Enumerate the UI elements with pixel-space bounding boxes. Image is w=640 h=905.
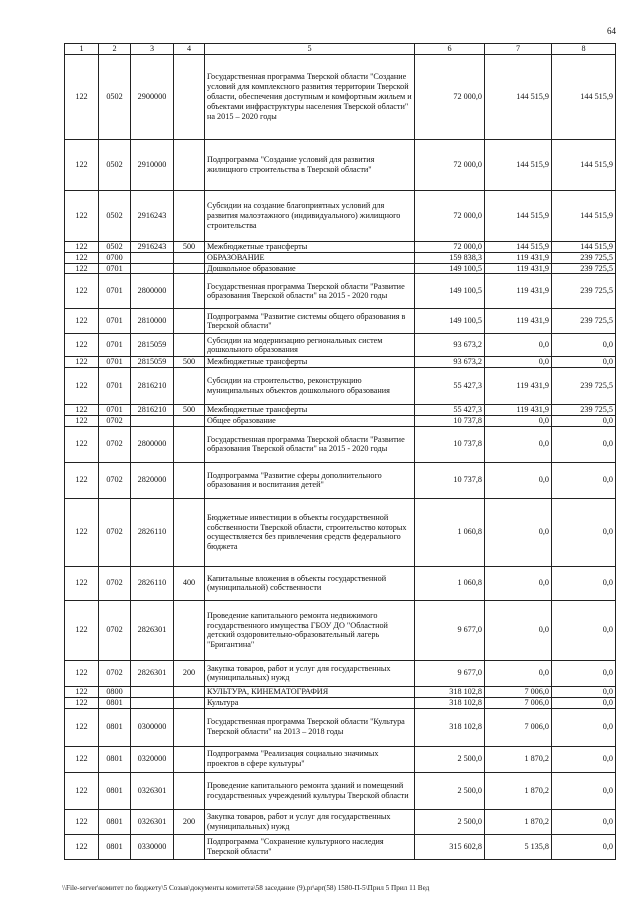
cell-amount-1: 9 677,0 <box>415 600 485 660</box>
table-row <box>65 334 616 357</box>
cell-amount-2: 0,0 <box>485 416 552 427</box>
table-row <box>65 834 616 859</box>
cell-target-code: 0320000 <box>131 746 174 772</box>
table-body <box>65 54 616 859</box>
cell-section-code: 0502 <box>99 54 131 139</box>
cell-description: Подпрограмма "Развитие сферы дополнительного образования и воспитания детей" <box>205 462 415 498</box>
cell-target-code: 0330000 <box>131 834 174 859</box>
table-row <box>65 426 616 462</box>
cell-description: Государственная программа Тверской области "Развитие образования Тверской области" на 2015 - 2020 годы <box>205 274 415 309</box>
cell-amount-1: 318 102,8 <box>415 708 485 746</box>
cell-amount-3: 239 725,5 <box>552 405 616 416</box>
cell-amount-1: 55 427,3 <box>415 405 485 416</box>
cell-expense-type <box>174 462 205 498</box>
cell-expense-type <box>174 416 205 427</box>
cell-admin-code: 122 <box>65 54 99 139</box>
cell-expense-type <box>174 708 205 746</box>
table-row <box>65 368 616 405</box>
table-row <box>65 357 616 368</box>
cell-amount-2: 0,0 <box>485 498 552 566</box>
cell-amount-3: 0,0 <box>552 772 616 809</box>
cell-section-code: 0801 <box>99 708 131 746</box>
cell-expense-type <box>174 697 205 708</box>
cell-amount-3: 0,0 <box>552 746 616 772</box>
cell-amount-3: 239 725,5 <box>552 252 616 263</box>
cell-target-code: 2816210 <box>131 368 174 405</box>
table-row <box>65 416 616 427</box>
cell-amount-1: 159 838,3 <box>415 252 485 263</box>
header-row <box>65 44 616 55</box>
cell-description: Общее образование <box>205 416 415 427</box>
cell-amount-2: 119 431,9 <box>485 274 552 309</box>
cell-section-code: 0701 <box>99 309 131 334</box>
cell-admin-code: 122 <box>65 274 99 309</box>
cell-admin-code: 122 <box>65 405 99 416</box>
cell-admin-code: 122 <box>65 357 99 368</box>
table-row <box>65 746 616 772</box>
cell-section-code: 0702 <box>99 462 131 498</box>
cell-expense-type <box>174 426 205 462</box>
cell-description: ОБРАЗОВАНИЕ <box>205 252 415 263</box>
cell-section-code: 0801 <box>99 834 131 859</box>
cell-expense-type <box>174 263 205 274</box>
cell-target-code <box>131 697 174 708</box>
cell-amount-3: 0,0 <box>552 416 616 427</box>
file-path-footer: \\File-server\комитет по бюджету\5 Созыв\документы комитета\58 заседание (9).pr\apr(58) 1580-П-5\Прил 5 Прил 11 Вед <box>62 884 430 892</box>
cell-section-code: 0701 <box>99 405 131 416</box>
cell-description: Государственная программа Тверской области "Культура Тверской области" на 2013 – 2018 годы <box>205 708 415 746</box>
cell-admin-code: 122 <box>65 241 99 252</box>
cell-target-code: 2916243 <box>131 241 174 252</box>
cell-amount-1: 93 673,2 <box>415 334 485 357</box>
cell-section-code: 0702 <box>99 498 131 566</box>
table-row <box>65 462 616 498</box>
cell-admin-code: 122 <box>65 190 99 241</box>
cell-admin-code: 122 <box>65 263 99 274</box>
cell-description: Бюджетные инвестиции в объекты государственной собственности Тверской области, строительство которых осуществляется без привлечения средств федерального бюджета <box>205 498 415 566</box>
table-row <box>65 498 616 566</box>
cell-amount-1: 10 737,8 <box>415 426 485 462</box>
cell-description: Проведение капитального ремонта недвижимого государственного имущества ГБОУ ДО "Областной детский оздоровительно-образовательный лагерь "Бригантина" <box>205 600 415 660</box>
table-row <box>65 405 616 416</box>
cell-description: Закупка товаров, работ и услуг для государственных (муниципальных) нужд <box>205 809 415 834</box>
cell-amount-2: 7 006,0 <box>485 708 552 746</box>
cell-description: Проведение капитального ремонта зданий и помещений государственных учреждений культуры Тверской области <box>205 772 415 809</box>
cell-target-code: 2810000 <box>131 309 174 334</box>
cell-amount-2: 0,0 <box>485 334 552 357</box>
cell-section-code: 0700 <box>99 252 131 263</box>
cell-section-code: 0702 <box>99 600 131 660</box>
table-row <box>65 190 616 241</box>
cell-expense-type <box>174 368 205 405</box>
cell-expense-type <box>174 686 205 697</box>
cell-target-code: 2815059 <box>131 357 174 368</box>
cell-amount-3: 0,0 <box>552 600 616 660</box>
cell-amount-3: 239 725,5 <box>552 309 616 334</box>
cell-target-code: 2816210 <box>131 405 174 416</box>
cell-description: Субсидии на создание благоприятных условий для развития малоэтажного (индивидуального) жилищного строительства <box>205 190 415 241</box>
cell-amount-3: 0,0 <box>552 566 616 600</box>
cell-amount-2: 1 870,2 <box>485 746 552 772</box>
cell-description: Субсидии на модернизацию региональных систем дошкольного образования <box>205 334 415 357</box>
cell-section-code: 0702 <box>99 426 131 462</box>
cell-target-code: 2916243 <box>131 190 174 241</box>
cell-target-code: 2826301 <box>131 660 174 686</box>
cell-section-code: 0502 <box>99 241 131 252</box>
cell-amount-2: 0,0 <box>485 660 552 686</box>
cell-amount-2: 144 515,9 <box>485 139 552 190</box>
cell-admin-code: 122 <box>65 309 99 334</box>
cell-admin-code: 122 <box>65 498 99 566</box>
column-header-3: 3 <box>131 44 174 55</box>
cell-amount-3: 0,0 <box>552 462 616 498</box>
cell-admin-code: 122 <box>65 139 99 190</box>
cell-expense-type <box>174 252 205 263</box>
cell-expense-type <box>174 54 205 139</box>
cell-expense-type: 500 <box>174 241 205 252</box>
cell-expense-type: 500 <box>174 405 205 416</box>
cell-amount-1: 2 500,0 <box>415 746 485 772</box>
cell-amount-1: 72 000,0 <box>415 190 485 241</box>
cell-amount-3: 144 515,9 <box>552 190 616 241</box>
cell-admin-code: 122 <box>65 686 99 697</box>
cell-amount-2: 0,0 <box>485 357 552 368</box>
cell-section-code: 0701 <box>99 263 131 274</box>
cell-amount-3: 0,0 <box>552 686 616 697</box>
cell-target-code <box>131 263 174 274</box>
cell-amount-2: 0,0 <box>485 426 552 462</box>
budget-table-container <box>64 43 615 860</box>
cell-amount-3: 144 515,9 <box>552 139 616 190</box>
cell-target-code <box>131 686 174 697</box>
table-row <box>65 600 616 660</box>
cell-target-code: 2826301 <box>131 600 174 660</box>
cell-amount-1: 9 677,0 <box>415 660 485 686</box>
cell-target-code: 2815059 <box>131 334 174 357</box>
cell-section-code: 0502 <box>99 190 131 241</box>
cell-admin-code: 122 <box>65 697 99 708</box>
column-header-8: 8 <box>552 44 616 55</box>
cell-amount-3: 239 725,5 <box>552 368 616 405</box>
cell-section-code: 0800 <box>99 686 131 697</box>
budget-table <box>64 43 616 860</box>
cell-amount-1: 149 100,5 <box>415 274 485 309</box>
cell-expense-type <box>174 834 205 859</box>
cell-section-code: 0801 <box>99 697 131 708</box>
cell-amount-1: 72 000,0 <box>415 54 485 139</box>
cell-target-code: 0326301 <box>131 809 174 834</box>
cell-expense-type <box>174 334 205 357</box>
cell-description: Подпрограмма "Реализация социально значимых проектов в сфере культуры" <box>205 746 415 772</box>
table-row <box>65 139 616 190</box>
cell-expense-type: 200 <box>174 660 205 686</box>
column-header-2: 2 <box>99 44 131 55</box>
cell-amount-1: 1 060,8 <box>415 498 485 566</box>
cell-amount-1: 2 500,0 <box>415 772 485 809</box>
cell-admin-code: 122 <box>65 772 99 809</box>
cell-expense-type <box>174 498 205 566</box>
cell-amount-2: 7 006,0 <box>485 686 552 697</box>
cell-section-code: 0502 <box>99 139 131 190</box>
cell-amount-3: 144 515,9 <box>552 54 616 139</box>
cell-section-code: 0701 <box>99 274 131 309</box>
cell-section-code: 0701 <box>99 368 131 405</box>
cell-description: Государственная программа Тверской области "Создание условий для комплексного развития территории Тверской области, обеспечения доступным и комфортным жильем и объектами инфраструктуры населения Тверской области" на 2015 – 2020 годы <box>205 54 415 139</box>
cell-target-code <box>131 416 174 427</box>
cell-description: Межбюджетные трансферты <box>205 241 415 252</box>
cell-admin-code: 122 <box>65 566 99 600</box>
cell-section-code: 0701 <box>99 357 131 368</box>
table-row <box>65 241 616 252</box>
cell-amount-3: 0,0 <box>552 697 616 708</box>
cell-section-code: 0801 <box>99 746 131 772</box>
cell-amount-1: 1 060,8 <box>415 566 485 600</box>
cell-expense-type <box>174 600 205 660</box>
column-header-7: 7 <box>485 44 552 55</box>
cell-amount-3: 239 725,5 <box>552 263 616 274</box>
cell-section-code: 0801 <box>99 772 131 809</box>
cell-amount-1: 10 737,8 <box>415 416 485 427</box>
cell-amount-1: 318 102,8 <box>415 697 485 708</box>
cell-section-code: 0701 <box>99 334 131 357</box>
cell-amount-2: 1 870,2 <box>485 772 552 809</box>
cell-target-code: 2800000 <box>131 426 174 462</box>
cell-amount-1: 55 427,3 <box>415 368 485 405</box>
table-row <box>65 697 616 708</box>
table-row <box>65 708 616 746</box>
cell-amount-2: 119 431,9 <box>485 405 552 416</box>
cell-admin-code: 122 <box>65 600 99 660</box>
column-header-6: 6 <box>415 44 485 55</box>
cell-admin-code: 122 <box>65 809 99 834</box>
cell-expense-type <box>174 139 205 190</box>
cell-amount-1: 2 500,0 <box>415 809 485 834</box>
cell-expense-type: 400 <box>174 566 205 600</box>
column-header-1: 1 <box>65 44 99 55</box>
cell-amount-3: 0,0 <box>552 834 616 859</box>
cell-amount-2: 0,0 <box>485 566 552 600</box>
cell-expense-type: 500 <box>174 357 205 368</box>
cell-amount-2: 119 431,9 <box>485 252 552 263</box>
cell-target-code: 0326301 <box>131 772 174 809</box>
cell-target-code: 2826110 <box>131 566 174 600</box>
cell-admin-code: 122 <box>65 416 99 427</box>
cell-amount-3: 0,0 <box>552 708 616 746</box>
cell-amount-1: 72 000,0 <box>415 139 485 190</box>
cell-description: Государственная программа Тверской области "Развитие образования Тверской области" на 2015 - 2020 годы <box>205 426 415 462</box>
cell-description: Капитальные вложения в объекты государственной (муниципальной) собственности <box>205 566 415 600</box>
table-row <box>65 252 616 263</box>
cell-section-code: 0801 <box>99 809 131 834</box>
table-row <box>65 566 616 600</box>
cell-description: Субсидии на строительство, реконструкцию муниципальных объектов дошкольного образования <box>205 368 415 405</box>
cell-amount-3: 144 515,9 <box>552 241 616 252</box>
cell-description: КУЛЬТУРА, КИНЕМАТОГРАФИЯ <box>205 686 415 697</box>
cell-admin-code: 122 <box>65 426 99 462</box>
cell-amount-3: 0,0 <box>552 498 616 566</box>
table-row <box>65 772 616 809</box>
cell-description: Культура <box>205 697 415 708</box>
table-row <box>65 809 616 834</box>
column-header-4: 4 <box>174 44 205 55</box>
cell-amount-3: 0,0 <box>552 809 616 834</box>
cell-section-code: 0702 <box>99 660 131 686</box>
cell-admin-code: 122 <box>65 746 99 772</box>
cell-amount-1: 318 102,8 <box>415 686 485 697</box>
cell-description: Дошкольное образование <box>205 263 415 274</box>
cell-admin-code: 122 <box>65 708 99 746</box>
cell-target-code: 2826110 <box>131 498 174 566</box>
cell-admin-code: 122 <box>65 334 99 357</box>
cell-amount-2: 119 431,9 <box>485 309 552 334</box>
cell-description: Подпрограмма "Создание условий для развития жилищного строительства в Тверской области" <box>205 139 415 190</box>
cell-section-code: 0702 <box>99 566 131 600</box>
cell-amount-1: 93 673,2 <box>415 357 485 368</box>
table-row <box>65 54 616 139</box>
cell-expense-type <box>174 746 205 772</box>
column-header-5: 5 <box>205 44 415 55</box>
table-row <box>65 263 616 274</box>
table-row <box>65 309 616 334</box>
cell-target-code: 0300000 <box>131 708 174 746</box>
cell-admin-code: 122 <box>65 462 99 498</box>
cell-description: Подпрограмма "Развитие системы общего образования в Тверской области" <box>205 309 415 334</box>
cell-expense-type <box>174 190 205 241</box>
table-row <box>65 274 616 309</box>
cell-amount-2: 144 515,9 <box>485 54 552 139</box>
cell-amount-2: 119 431,9 <box>485 263 552 274</box>
cell-expense-type <box>174 772 205 809</box>
table-row <box>65 660 616 686</box>
cell-amount-3: 0,0 <box>552 334 616 357</box>
cell-admin-code: 122 <box>65 252 99 263</box>
cell-amount-3: 0,0 <box>552 426 616 462</box>
cell-section-code: 0702 <box>99 416 131 427</box>
cell-description: Подпрограмма "Сохранение культурного наследия Тверской области" <box>205 834 415 859</box>
cell-expense-type <box>174 309 205 334</box>
cell-target-code: 2910000 <box>131 139 174 190</box>
cell-description: Межбюджетные трансферты <box>205 405 415 416</box>
cell-amount-2: 144 515,9 <box>485 190 552 241</box>
cell-amount-2: 144 515,9 <box>485 241 552 252</box>
cell-amount-2: 1 870,2 <box>485 809 552 834</box>
cell-target-code: 2800000 <box>131 274 174 309</box>
cell-target-code <box>131 252 174 263</box>
cell-admin-code: 122 <box>65 834 99 859</box>
cell-amount-1: 149 100,5 <box>415 263 485 274</box>
cell-expense-type <box>174 274 205 309</box>
cell-amount-2: 119 431,9 <box>485 368 552 405</box>
cell-target-code: 2820000 <box>131 462 174 498</box>
cell-amount-1: 149 100,5 <box>415 309 485 334</box>
cell-amount-1: 315 602,8 <box>415 834 485 859</box>
table-row <box>65 686 616 697</box>
cell-description: Межбюджетные трансферты <box>205 357 415 368</box>
cell-amount-2: 0,0 <box>485 600 552 660</box>
cell-amount-2: 0,0 <box>485 462 552 498</box>
cell-target-code: 2900000 <box>131 54 174 139</box>
cell-admin-code: 122 <box>65 368 99 405</box>
cell-amount-1: 10 737,8 <box>415 462 485 498</box>
cell-amount-1: 72 000,0 <box>415 241 485 252</box>
page-number: 64 <box>607 26 616 36</box>
cell-amount-3: 0,0 <box>552 357 616 368</box>
cell-admin-code: 122 <box>65 660 99 686</box>
cell-expense-type: 200 <box>174 809 205 834</box>
cell-amount-2: 5 135,8 <box>485 834 552 859</box>
cell-amount-3: 239 725,5 <box>552 274 616 309</box>
cell-amount-3: 0,0 <box>552 660 616 686</box>
cell-description: Закупка товаров, работ и услуг для государственных (муниципальных) нужд <box>205 660 415 686</box>
cell-amount-2: 7 006,0 <box>485 697 552 708</box>
